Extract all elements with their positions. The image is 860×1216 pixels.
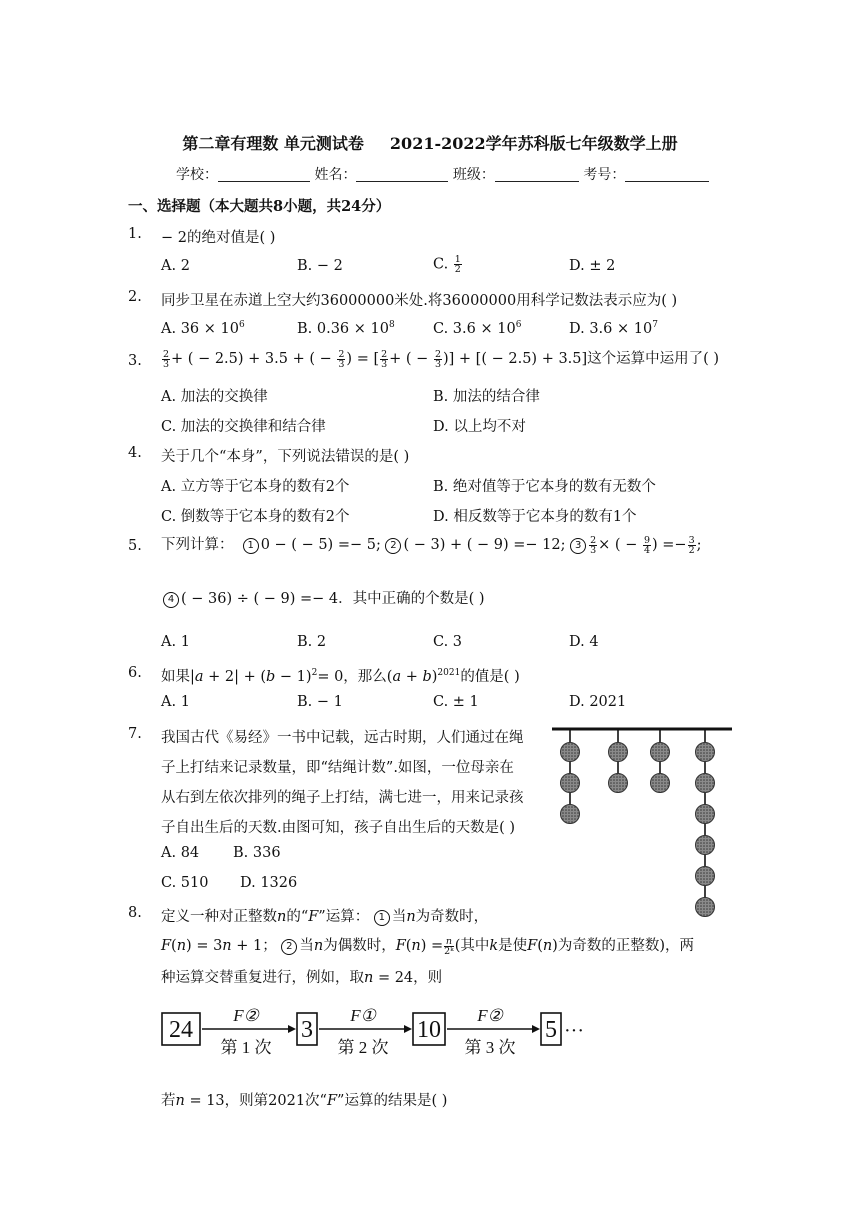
arrowhead-icon xyxy=(288,1025,296,1033)
page-title xyxy=(0,131,860,154)
q2-option-b[interactable] xyxy=(297,320,395,337)
q7-line2: 子上打结来记录数量，即“结绳计数”.如图，一位母亲在 xyxy=(161,760,514,776)
flow-box-4-label: 5 xyxy=(545,1017,557,1043)
q1-option-c-prefix: C. xyxy=(433,256,449,273)
q4-option-d[interactable]: D. 相反数等于它本身的数有1个 xyxy=(433,509,637,525)
q8-number: 8. xyxy=(128,905,142,921)
arrowhead-icon xyxy=(404,1025,412,1033)
knot xyxy=(696,774,715,793)
knot xyxy=(609,743,628,762)
fraction-den: 3 xyxy=(381,358,388,370)
flow-ellipsis: ··· xyxy=(564,1020,584,1042)
fraction-den: 3 xyxy=(338,358,345,370)
knot xyxy=(609,774,628,793)
flow-op-1: F② xyxy=(233,1006,259,1025)
fraction xyxy=(454,255,462,274)
q4-option-a[interactable]: A. 立方等于它本身的数有2个 xyxy=(161,479,350,495)
q4-number: 4. xyxy=(128,445,142,461)
q1-option-d[interactable]: D. ± 2 xyxy=(569,258,616,274)
flow-op-3: F② xyxy=(477,1006,503,1025)
q5-option-b[interactable]: B. 2 xyxy=(297,634,327,650)
knot xyxy=(651,774,670,793)
q7-option-c[interactable]: C. 510 xyxy=(161,875,209,891)
knot xyxy=(696,898,715,917)
q7-line1: 我国古代《易经》一书中记载，远古时期，人们通过在绳 xyxy=(161,730,524,746)
fraction-den: 3 xyxy=(590,544,597,556)
fraction xyxy=(444,937,454,956)
q2-option-c[interactable] xyxy=(433,320,521,337)
q1-option-b[interactable]: B. − 2 xyxy=(297,258,343,274)
q6-exp2: 2021 xyxy=(437,668,461,678)
flow-step-2: 第 2 次 xyxy=(337,1038,389,1057)
q8-line1 xyxy=(161,905,488,926)
fraction-num: 2 xyxy=(590,534,597,546)
q5-line1 xyxy=(161,533,702,555)
knot xyxy=(561,743,580,762)
knot xyxy=(696,743,715,762)
q5-option-c[interactable]: C. 3 xyxy=(433,634,463,650)
circled-number: 3 xyxy=(570,538,586,554)
fraction xyxy=(162,350,170,369)
circled-number: 2 xyxy=(281,939,297,955)
q6-exp1: 2 xyxy=(311,668,318,678)
q5-item4: ( − 36) ÷ ( − 9) =− 4．其中正确的个数是( ) xyxy=(181,591,485,607)
q3-option-d[interactable]: D. 以上均不对 xyxy=(433,419,526,435)
q2-c-base: C. 3.6 × 10 xyxy=(433,321,516,337)
knot xyxy=(651,743,670,762)
fraction xyxy=(589,536,597,555)
flow-box-2-label: 3 xyxy=(301,1017,313,1043)
q7-line3: 从右到左依次排列的绳子上打结，满七进一，用来记录孩 xyxy=(161,790,524,806)
name-label: 姓名： xyxy=(314,167,357,183)
q8-l2c: (其中𝑘是使𝐹(𝑛)为奇数的正整数)，两 xyxy=(454,938,695,954)
student-info-line xyxy=(176,164,709,184)
fraction-num: 9 xyxy=(643,534,651,546)
q2-d-exp: 7 xyxy=(652,320,658,330)
q5-number: 5. xyxy=(128,538,142,554)
q1-option-a[interactable]: A. 2 xyxy=(161,258,190,274)
q5-item1: 0 − ( − 5) =− 5; xyxy=(260,537,381,553)
q2-option-d[interactable] xyxy=(569,320,658,337)
fraction-num: 1 xyxy=(454,254,461,265)
q5-intro: 下列计算： xyxy=(161,537,234,553)
q2-c-exp: 6 xyxy=(515,320,522,330)
q6-part1: 如果|𝑎 + 2| + (𝑏 − 1) xyxy=(161,669,312,685)
flow-op-2: F① xyxy=(350,1006,376,1025)
q8-line3: 种运算交替重复进行，例如，取𝑛 = 24，则 xyxy=(161,970,443,986)
q2-d-base: D. 3.6 × 10 xyxy=(569,321,653,337)
q8-l1a: 定义一种对正整数𝑛的“𝐹”运算： xyxy=(161,909,370,925)
q7-option-a[interactable]: A. 84 xyxy=(161,845,200,861)
q3-part1: + ( − 2.5) + 3.5 + ( − xyxy=(171,351,332,367)
fraction xyxy=(643,536,651,555)
knot xyxy=(561,774,580,793)
q4-option-b[interactable]: B. 绝对值等于它本身的数有无数个 xyxy=(433,479,656,495)
q5-option-a[interactable]: A. 1 xyxy=(161,634,190,650)
q1-number: 1. xyxy=(128,226,142,242)
q8-l1b: 当𝑛为奇数时， xyxy=(391,909,489,925)
f-operation-flow-diagram xyxy=(160,1003,600,1061)
fraction-num: 𝑛 xyxy=(445,935,452,947)
q2-stem: 同步卫星在赤道上空大约36000000米处.将36000000用科学记数法表示应为( ) xyxy=(161,293,678,309)
q3-option-b[interactable]: B. 加法的结合律 xyxy=(433,389,540,405)
q5-item3-end: ; xyxy=(696,537,702,553)
flow-step-1: 第 1 次 xyxy=(220,1038,272,1057)
q6-option-d[interactable]: D. 2021 xyxy=(569,694,627,710)
q2-a-base: A. 36 × 10 xyxy=(161,321,239,337)
q4-option-c[interactable]: C. 倒数等于它本身的数有2个 xyxy=(161,509,350,525)
q7-option-d[interactable]: D. 1326 xyxy=(240,875,298,891)
school-label: 学校： xyxy=(176,167,218,183)
q5-item3-mid: × ( − xyxy=(598,537,638,553)
knot xyxy=(696,836,715,855)
ropes xyxy=(561,729,715,917)
school-blank[interactable] xyxy=(218,167,310,182)
fraction-num: 2 xyxy=(434,348,441,360)
q6-part3: 的值是( ) xyxy=(460,669,520,685)
q6-stem xyxy=(161,665,520,686)
class-label: 班级： xyxy=(452,167,495,183)
q7-option-b[interactable]: B. 336 xyxy=(233,845,281,861)
q6-option-b[interactable]: B. − 1 xyxy=(297,694,343,710)
section-heading: 一、选择题（本大题共8小题，共24分） xyxy=(128,198,391,215)
flow-box-1-label: 24 xyxy=(169,1017,193,1043)
arrowhead-icon xyxy=(532,1025,540,1033)
class-blank[interactable] xyxy=(495,167,579,182)
q5-item3-eq: ) =− xyxy=(652,537,687,553)
exam-no-blank[interactable] xyxy=(625,167,709,182)
knot xyxy=(561,805,580,824)
circled-number: 4 xyxy=(163,592,179,608)
title-left: 第二章有理数 单元测试卷 xyxy=(182,134,364,153)
q1-stem: − 2的绝对值是( ) xyxy=(161,230,276,246)
fraction xyxy=(337,350,345,369)
fraction xyxy=(380,350,388,369)
q5-line2 xyxy=(163,587,485,608)
fraction xyxy=(688,536,696,555)
fraction-num: 3 xyxy=(688,534,695,546)
q2-a-exp: 6 xyxy=(238,320,245,330)
fraction-num: 2 xyxy=(163,348,170,360)
q8-line2 xyxy=(161,934,694,956)
q3-option-a[interactable]: A. 加法的交换律 xyxy=(161,389,268,405)
circled-number: 1 xyxy=(243,538,259,554)
fraction-den: 4 xyxy=(643,544,651,556)
circled-number: 1 xyxy=(374,910,390,926)
fraction-den: 3 xyxy=(434,358,441,370)
name-blank[interactable] xyxy=(356,167,448,182)
knot xyxy=(696,805,715,824)
q8-l2a: 𝐹(𝑛) = 3𝑛 + 1； xyxy=(161,938,277,954)
q2-number: 2. xyxy=(128,289,142,305)
fraction-den: 2 xyxy=(688,544,695,556)
knotted-rope-figure xyxy=(550,722,734,922)
fraction-den: 2ᵏ xyxy=(444,945,454,957)
fraction-num: 2 xyxy=(338,348,345,360)
q3-option-c[interactable]: C. 加法的交换律和结合律 xyxy=(161,419,326,435)
fraction-den: 2 xyxy=(454,264,461,275)
q3-number: 3. xyxy=(128,353,142,369)
fraction-num: 2 xyxy=(381,348,388,360)
q7-line4: 子自出生后的天数.由图可知，孩子自出生后的天数是( ) xyxy=(161,820,516,836)
q6-part2: = 0，那么(𝑎 + 𝑏) xyxy=(317,669,438,685)
q6-option-c[interactable]: C. ± 1 xyxy=(433,694,479,710)
q8-l2b: 当𝑛为偶数时，𝐹(𝑛) = xyxy=(299,938,444,954)
q3-part3: + ( − xyxy=(389,351,429,367)
q5-item2: ( − 3) + ( − 9) =− 12; xyxy=(403,537,566,553)
fraction-den: 3 xyxy=(163,358,170,370)
q3-stem xyxy=(161,347,719,369)
flow-box-3-label: 10 xyxy=(417,1017,441,1043)
q5-option-d[interactable]: D. 4 xyxy=(569,634,599,650)
q3-part2: ) = [ xyxy=(346,351,380,367)
circled-number: 2 xyxy=(385,538,401,554)
q1-option-c[interactable] xyxy=(433,255,463,274)
q4-stem: 关于几个“本身”，下列说法错误的是( ) xyxy=(161,449,410,465)
q2-option-a[interactable] xyxy=(161,320,245,337)
q2-b-base: B. 0.36 × 10 xyxy=(297,321,389,337)
q2-b-exp: 8 xyxy=(388,320,395,330)
exam-no-label: 考号： xyxy=(583,167,626,183)
q7-number: 7. xyxy=(128,726,142,742)
q6-option-a[interactable]: A. 1 xyxy=(161,694,190,710)
fraction xyxy=(434,350,442,369)
title-right: 2021-2022学年苏科版七年级数学上册 xyxy=(389,134,678,153)
knot xyxy=(696,867,715,886)
q8-last-line: 若𝑛 = 13，则第2021次“𝐹”运算的结果是( ) xyxy=(161,1093,448,1109)
flow-step-3: 第 3 次 xyxy=(464,1038,516,1057)
q6-number: 6. xyxy=(128,665,142,681)
q3-part4: )] + [( − 2.5) + 3.5]这个运算中运用了( ) xyxy=(443,351,720,367)
